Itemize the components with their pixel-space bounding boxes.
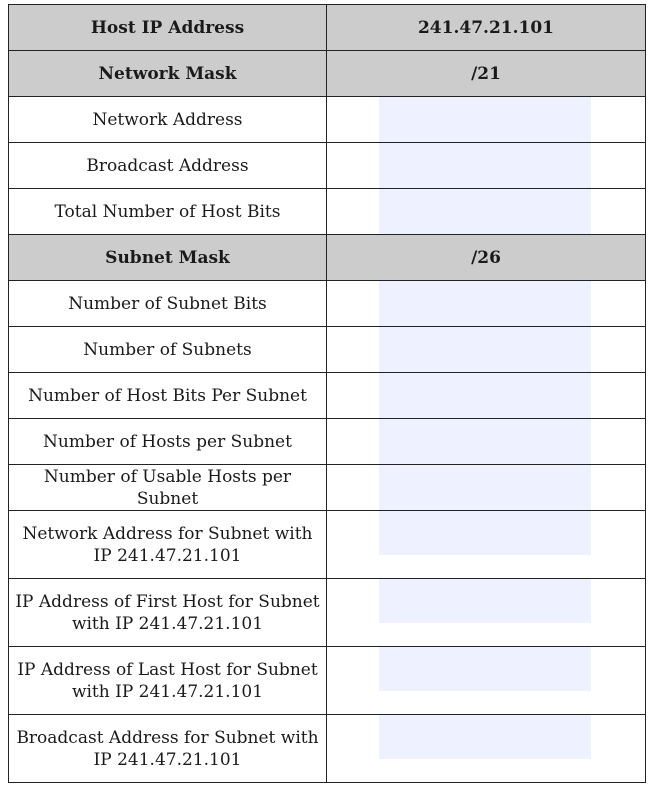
- hosts-per-subnet-label: Number of Hosts per Subnet: [43, 431, 292, 452]
- broadcast-address-label: Broadcast Address: [86, 155, 249, 176]
- total-host-bits-label: Total Number of Host Bits: [54, 201, 281, 222]
- subnet-network-address-row: [9, 511, 646, 579]
- subnet-bits-answer-field[interactable]: [379, 281, 591, 326]
- num-subnets-answer-field[interactable]: [379, 327, 591, 372]
- num-subnets-label: Number of Subnets: [83, 339, 252, 360]
- usable-hosts-per-subnet-answer-field[interactable]: [379, 465, 591, 510]
- host-bits-per-subnet-answer-field[interactable]: [379, 373, 591, 418]
- subnet-last-host-answer-field[interactable]: [379, 647, 591, 691]
- network-address-answer-field[interactable]: [379, 97, 591, 142]
- subnet-mask-value: /26: [327, 235, 646, 281]
- subnet-mask-label: Subnet Mask: [9, 235, 327, 281]
- subnet-network-address-answer-field[interactable]: [379, 511, 591, 555]
- network-mask-value: /21: [327, 51, 646, 97]
- subnet-last-host-row: [9, 647, 646, 715]
- network-address-row: [9, 97, 646, 143]
- subnet-first-host-answer-field[interactable]: [379, 579, 591, 623]
- broadcast-address-row: [9, 143, 646, 189]
- subnet-bits-label: Number of Subnet Bits: [68, 293, 267, 314]
- network-mask-label: Network Mask: [9, 51, 327, 97]
- host-bits-per-subnet-row: [9, 373, 646, 419]
- broadcast-address-answer-field[interactable]: [379, 143, 591, 188]
- subnet-last-host-label: IP Address of Last Host for Subnet with IP 241.47.21.101: [17, 659, 318, 702]
- host-ip-row: [9, 5, 646, 51]
- num-subnets-row: [9, 327, 646, 373]
- usable-hosts-per-subnet-row: [9, 465, 646, 511]
- subnet-mask-row: [9, 235, 646, 281]
- subnet-broadcast-label: Broadcast Address for Subnet with IP 241.47.21.101: [16, 727, 319, 770]
- subnet-first-host-row: [9, 579, 646, 647]
- subnet-network-address-label: Network Address for Subnet with IP 241.47.21.101: [22, 523, 313, 566]
- network-address-label: Network Address: [92, 109, 243, 130]
- subnet-bits-row: [9, 281, 646, 327]
- host-bits-per-subnet-label: Number of Host Bits Per Subnet: [28, 385, 307, 406]
- usable-hosts-per-subnet-label: Number of Usable Hosts per Subnet: [43, 466, 292, 509]
- host-ip-value: 241.47.21.101: [327, 5, 646, 51]
- total-host-bits-row: [9, 189, 646, 235]
- subnet-first-host-label: IP Address of First Host for Subnet with IP 241.47.21.101: [15, 591, 320, 634]
- subnet-broadcast-answer-field[interactable]: [379, 715, 591, 759]
- subnet-worksheet-table: [8, 4, 646, 783]
- hosts-per-subnet-row: [9, 419, 646, 465]
- network-mask-row: [9, 51, 646, 97]
- subnet-broadcast-row: [9, 715, 646, 783]
- hosts-per-subnet-answer-field[interactable]: [379, 419, 591, 464]
- total-host-bits-answer-field[interactable]: [379, 189, 591, 234]
- host-ip-label: Host IP Address: [9, 5, 327, 51]
